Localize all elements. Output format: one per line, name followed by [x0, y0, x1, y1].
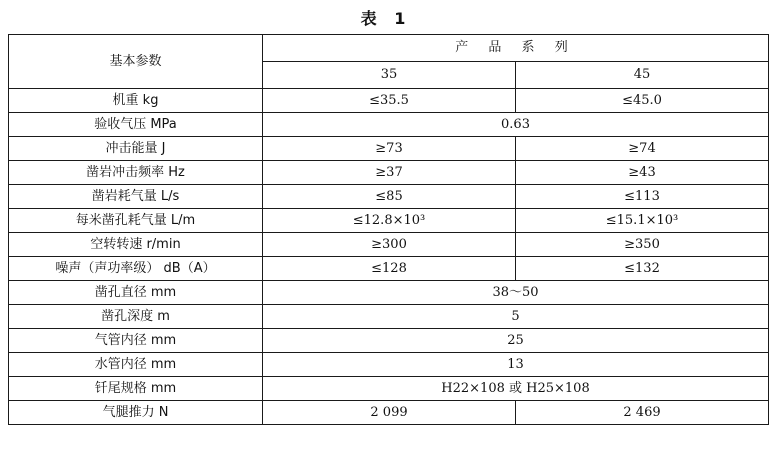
value-45-cell: ≤113 — [516, 185, 769, 209]
param-label-cell: 噪声（声功率级） dB（A） — [9, 257, 263, 281]
value-45-cell: ≤45.0 — [516, 89, 769, 113]
param-label-cell: 每米凿孔耗气量 L/m — [9, 209, 263, 233]
table-row — [9, 89, 769, 113]
table-row — [9, 161, 769, 185]
merged-value-cell: H22×108 或 H25×108 — [263, 377, 769, 401]
value-35-cell: 2 099 — [263, 401, 516, 425]
table-row — [9, 137, 769, 161]
table-row — [9, 329, 769, 353]
param-label-cell: 验收气压 MPa — [9, 113, 263, 137]
merged-value-cell: 0.63 — [263, 113, 769, 137]
table-row — [9, 401, 769, 425]
table-row — [9, 305, 769, 329]
spec-table — [8, 34, 769, 425]
table-row — [9, 257, 769, 281]
table-row — [9, 377, 769, 401]
table-row — [9, 281, 769, 305]
table-caption: 表 1 — [360, 9, 412, 28]
param-label-cell: 空转转速 r/min — [9, 233, 263, 257]
header-row — [9, 35, 769, 62]
series-header-cell: 产 品 系 列 — [263, 35, 769, 62]
merged-value-cell: 25 — [263, 329, 769, 353]
value-35-cell: ≤35.5 — [263, 89, 516, 113]
table-row — [9, 233, 769, 257]
series-45-cell: 45 — [516, 62, 769, 89]
value-45-cell: ≥43 — [516, 161, 769, 185]
value-35-cell: ≥37 — [263, 161, 516, 185]
param-label-cell: 气腿推力 N — [9, 401, 263, 425]
table-row — [9, 353, 769, 377]
series-35-cell: 35 — [263, 62, 516, 89]
merged-value-cell: 13 — [263, 353, 769, 377]
param-label-cell: 凿孔直径 mm — [9, 281, 263, 305]
param-label-cell: 凿孔深度 m — [9, 305, 263, 329]
param-label-cell: 冲击能量 J — [9, 137, 263, 161]
value-35-cell: ≤12.8×10³ — [263, 209, 516, 233]
value-45-cell: 2 469 — [516, 401, 769, 425]
table-row — [9, 209, 769, 233]
value-45-cell: ≥74 — [516, 137, 769, 161]
value-45-cell: ≤15.1×10³ — [516, 209, 769, 233]
value-45-cell: ≤132 — [516, 257, 769, 281]
value-35-cell: ≤85 — [263, 185, 516, 209]
table-row — [9, 113, 769, 137]
value-35-cell: ≤128 — [263, 257, 516, 281]
merged-value-cell: 38～50 — [263, 281, 769, 305]
value-35-cell: ≥73 — [263, 137, 516, 161]
value-45-cell: ≥350 — [516, 233, 769, 257]
value-35-cell: ≥300 — [263, 233, 516, 257]
param-label-cell: 机重 kg — [9, 89, 263, 113]
table-row — [9, 185, 769, 209]
param-label-cell: 气管内径 mm — [9, 329, 263, 353]
param-label-cell: 凿岩冲击频率 Hz — [9, 161, 263, 185]
param-header-cell: 基本参数 — [9, 35, 263, 89]
param-label-cell: 钎尾规格 mm — [9, 377, 263, 401]
merged-value-cell: 5 — [263, 305, 769, 329]
param-label-cell: 凿岩耗气量 L/s — [9, 185, 263, 209]
param-label-cell: 水管内径 mm — [9, 353, 263, 377]
